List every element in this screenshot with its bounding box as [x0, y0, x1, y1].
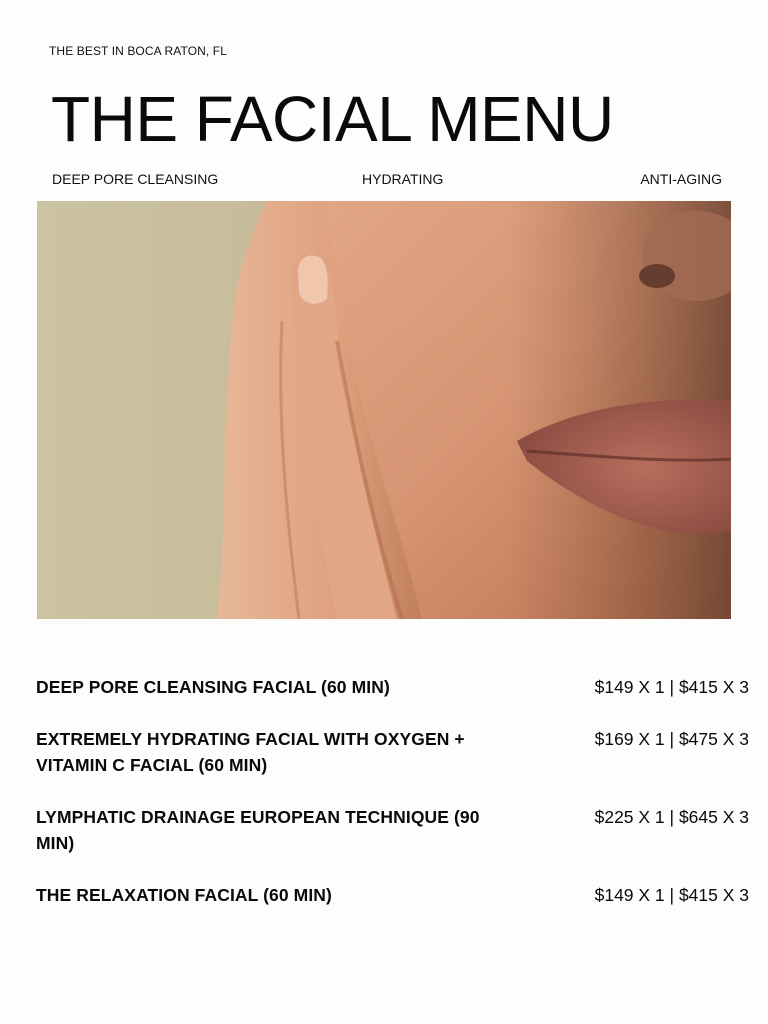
- menu-item-price: $149 X 1 | $415 X 3: [594, 885, 749, 905]
- category-hydrating: HYDRATING: [362, 171, 444, 187]
- menu-item-name: DEEP PORE CLEANSING FACIAL (60 MIN): [36, 677, 390, 697]
- menu-item: [36, 882, 749, 908]
- menu-item-price: $149 X 1 | $415 X 3: [594, 677, 749, 697]
- menu-item-name: LYMPHATIC DRAINAGE EUROPEAN TECHNIQUE (90 MIN): [36, 807, 480, 853]
- menu-item: [36, 726, 749, 778]
- hero-image: [37, 201, 731, 619]
- face-closeup-illustration: [37, 201, 731, 619]
- category-anti-aging: ANTI-AGING: [640, 171, 722, 187]
- menu-item-name: EXTREMELY HYDRATING FACIAL WITH OXYGEN + VITAMIN C FACIAL (60 MIN): [36, 729, 465, 775]
- menu-item-price: $169 X 1 | $475 X 3: [594, 729, 749, 749]
- menu-item-price: $225 X 1 | $645 X 3: [594, 807, 749, 827]
- facial-menu-list: [36, 674, 749, 934]
- page-title: THE FACIAL MENU: [51, 83, 614, 155]
- menu-item: [36, 804, 749, 856]
- menu-item: [36, 674, 749, 700]
- category-deep-pore-cleansing: DEEP PORE CLEANSING: [52, 171, 219, 187]
- location-tagline: THE BEST IN BOCA RATON, FL: [49, 44, 227, 58]
- menu-item-name: THE RELAXATION FACIAL (60 MIN): [36, 885, 332, 905]
